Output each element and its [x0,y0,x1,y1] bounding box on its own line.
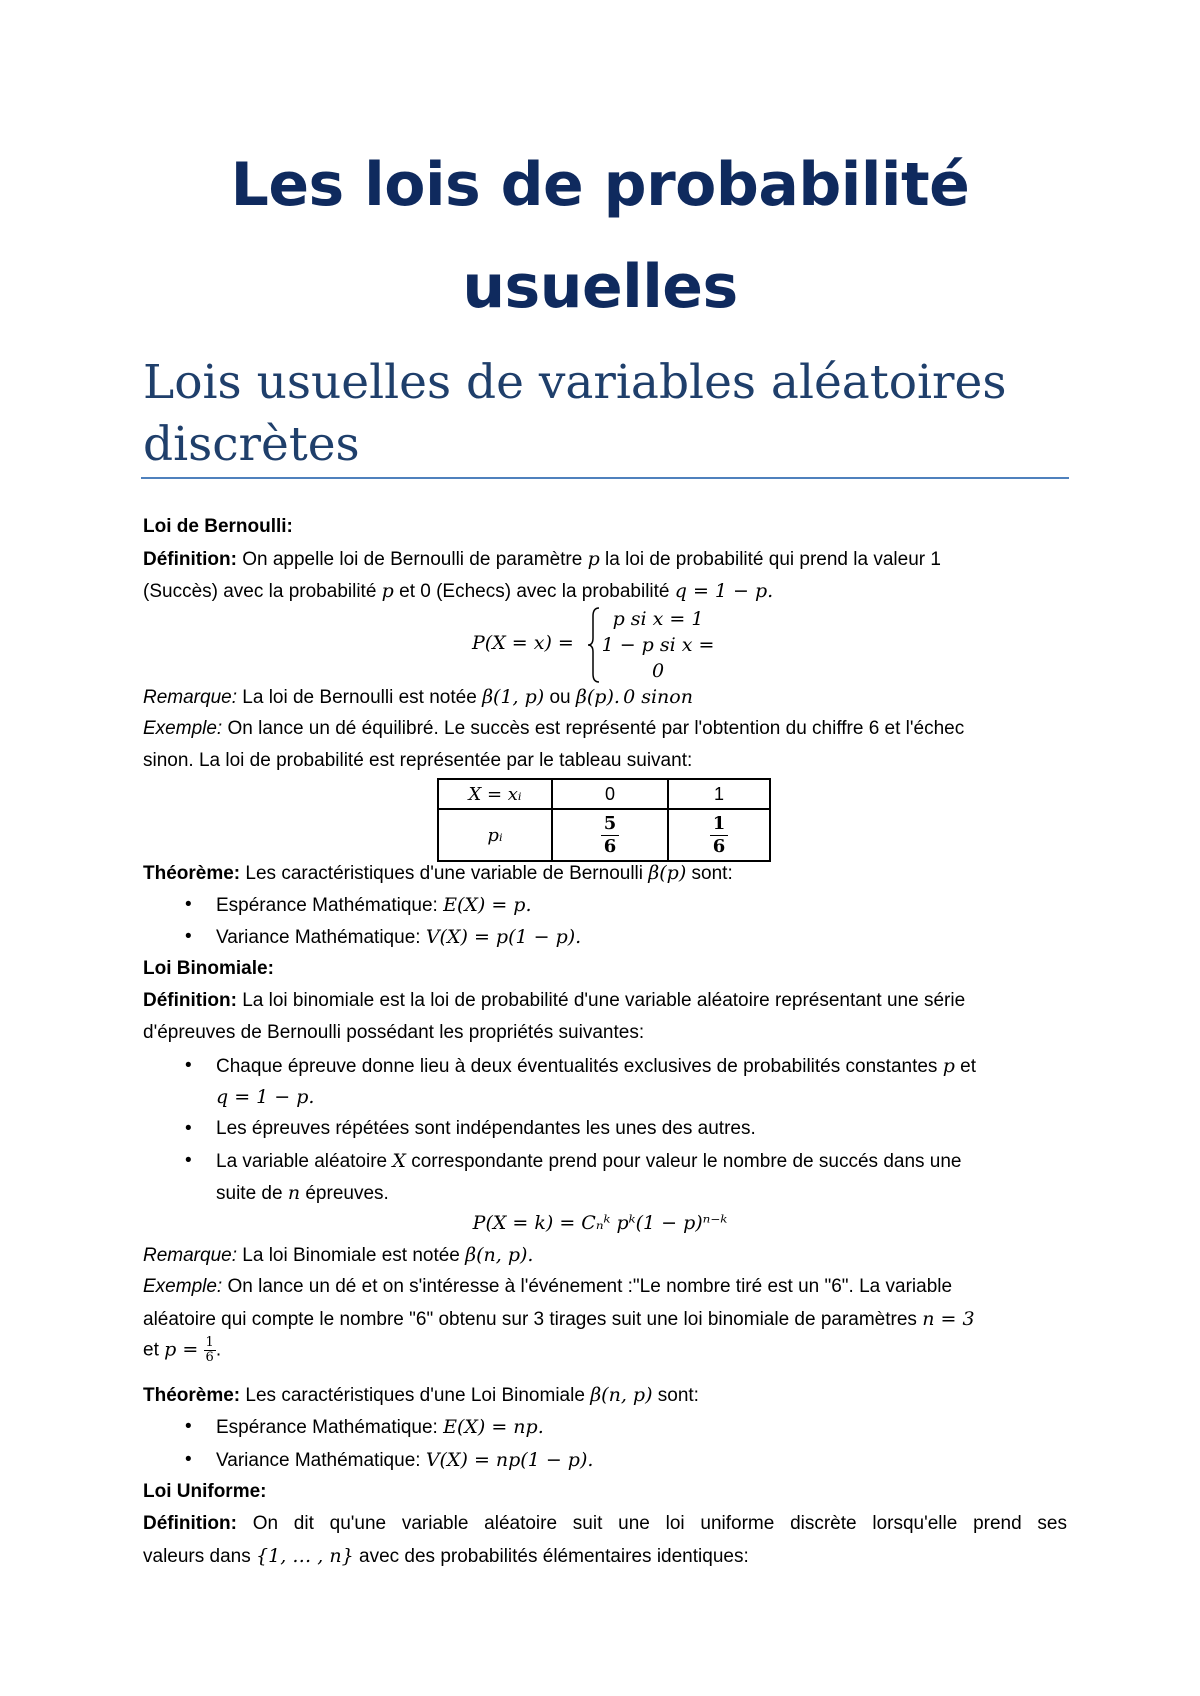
theorem-label: Théorème: [143,1385,241,1406]
definition-text: la loi de probabilité qui prend la valeur 1 [599,549,941,570]
fraction-numerator: 5 [601,813,620,836]
example-text: aléatoire qui compte le nombre "6" obtenu sur 3 tirages suit une loi binomiale de paramètres [143,1309,923,1330]
fraction-denominator: 6 [205,1350,214,1365]
list-text: suite de [216,1183,288,1204]
list-text: épreuves. [300,1183,389,1204]
section-heading [143,352,1073,476]
table-header-x: X = xᵢ [438,779,552,809]
section-heading-line1: Lois usuelles de variables aléatoires [143,355,1007,410]
binomiale-property-3-line1 [216,1150,962,1173]
list-text: et [954,1056,977,1077]
fraction [204,1336,216,1365]
definition-text: avec des probabilités élémentaires identiques: [353,1546,749,1567]
theorem-text: Les caractéristiques d'une Loi Binomiale [240,1385,591,1406]
binomiale-example-line2 [143,1308,975,1331]
list-text: Variance Mathématique: [216,927,426,948]
math-beta-np: β(n, p). [465,1244,534,1266]
math-expectation: E(X) = p. [443,894,532,916]
bullet-icon: • [185,1055,192,1076]
math-p-equals: p = [164,1338,199,1361]
uniforme-definition-line1 [143,1513,1067,1535]
math-beta-p: β(p). [575,686,620,708]
table-header-p: pᵢ [438,809,552,861]
document-title-line1: Les lois de probabilité [230,150,970,220]
bullet-icon: • [185,1118,192,1139]
math-beta-p: β(p) [648,862,687,884]
bullet-icon: • [185,1449,192,1470]
remark-text: La loi de Bernoulli est notée [237,687,483,708]
math-n: n [287,1182,301,1204]
theorem-text: sont: [686,863,733,884]
bernoulli-heading: Loi de Bernoulli: [143,516,293,537]
definition-text: valeurs dans [143,1546,257,1567]
binomiale-property-2: Les épreuves répétées sont indépendantes les unes des autres. [216,1118,756,1139]
bernoulli-example-line2: sinon. La loi de probabilité est représentée par le tableau suivant: [143,750,693,771]
bernoulli-esperance [216,894,532,917]
bernoulli-definition-line1 [143,548,941,571]
definition-label: Définition: [143,1513,237,1534]
remark-text: La loi Binomiale est notée [237,1245,466,1266]
math-variance: V(X) = np(1 − p). [425,1449,594,1471]
fraction [710,813,729,858]
definition-text: On dit qu'une variable aléatoire suit une loi uniforme discrète lorsqu'elle prend ses [236,1513,1067,1534]
heading-underline [141,477,1069,479]
binomiale-esperance [216,1416,544,1439]
theorem-label: Théorème: [143,863,241,884]
bullet-icon: • [185,1150,192,1171]
definition-text: et 0 (Echecs) avec la probabilité [393,581,675,602]
case-2: 1 − p si x = 0 [601,634,715,682]
table-row [438,779,770,809]
binomiale-example-line3: et p = $\frac{1}{6}$ . [143,1335,222,1365]
math-p: p [587,548,600,570]
math-beta-1p: β(1, p) [482,686,545,708]
definition-label: Définition: [143,549,237,570]
case-1: p si x = 1 [612,608,704,630]
fraction-numerator: 1 [205,1335,214,1350]
bullet-icon: • [185,894,192,915]
theorem-text: Les caractéristiques d'une variable de Bernoulli [240,863,649,884]
remark-label: Remarque: [143,687,237,708]
binomiale-theorem [143,1384,699,1407]
fraction-denominator: 6 [603,835,617,857]
table-cell [668,809,770,861]
bernoulli-definition-line2 [143,580,773,603]
table-cell: 1 [668,779,770,809]
list-text: Variance Mathématique: [216,1450,426,1471]
remark-text: ou [544,687,576,708]
bernoulli-theorem [143,862,733,885]
math-set: {1, … , n} [256,1545,354,1567]
list-text: Chaque épreuve donne lieu à deux éventualités exclusives de probabilités constantes [216,1056,943,1077]
binomiale-property-1-line1 [216,1055,976,1078]
fraction [601,813,620,858]
bernoulli-formula-lhs: P(X = x) = [472,632,574,654]
math-variance: V(X) = p(1 − p). [425,926,582,948]
binomiale-example-line1 [143,1276,952,1298]
uniforme-heading: Loi Uniforme: [143,1481,267,1502]
table-row [438,809,770,861]
binomiale-definition-line1 [143,990,965,1012]
example-text: et [143,1339,165,1361]
section-heading-line2: discrètes [143,417,360,472]
math-expectation: E(X) = np. [443,1416,544,1438]
bullet-icon: • [185,926,192,947]
theorem-text: sont: [652,1385,699,1406]
list-text: correspondante prend pour valeur le nombre de succés dans une [405,1151,962,1172]
fraction-denominator: 6 [712,835,726,857]
definition-text: La loi binomiale est la loi de probabilité d'une variable aléatoire représentant une série [236,990,966,1011]
example-text: On lance un dé équilibré. Le succès est représenté par l'obtention du chiffre 6 et l'échec [222,718,965,739]
probability-table [437,778,771,862]
binomiale-variance [216,1449,593,1472]
example-label: Exemple: [143,1276,223,1297]
bernoulli-remark [143,686,620,709]
remark-label: Remarque: [143,1245,237,1266]
list-text: La variable aléatoire [216,1151,393,1172]
math-p: p [942,1055,955,1077]
math-beta-np: β(n, p) [590,1384,653,1406]
definition-label: Définition: [143,990,237,1011]
list-text: Espérance Mathématique: [216,1417,444,1438]
bernoulli-example-line1 [143,718,964,740]
bullet-icon: • [185,1416,192,1437]
definition-text: On appelle loi de Bernoulli de paramètre [236,549,588,570]
uniforme-definition-line2 [143,1545,749,1568]
binomiale-remark [143,1244,533,1267]
bernoulli-variance [216,926,581,949]
case-3: 0 sinon [623,686,693,708]
math-X: X [392,1150,406,1172]
binomiale-heading: Loi Binomiale: [143,958,274,979]
list-text: Espérance Mathématique: [216,895,444,916]
example-text: On lance un dé et on s'intéresse à l'événement :"Le nombre tiré est un "6". La variable [222,1276,953,1297]
binomiale-formula: P(X = k) = Cₙᵏ pᵏ(1 − p)ⁿ⁻ᵏ [472,1212,728,1234]
fraction-numerator: 1 [710,813,729,836]
definition-text: (Succès) avec la probabilité [143,581,382,602]
example-label: Exemple: [143,718,223,739]
math-p: p [381,580,394,602]
binomiale-property-3-line2 [216,1182,389,1205]
table-cell: 0 [552,779,668,809]
table-cell [552,809,668,861]
math-n-equals-3: n = 3 [922,1308,975,1330]
binomiale-property-1-line2: q = 1 − p. [216,1086,315,1108]
document-title-line2: usuelles [462,252,738,322]
binomiale-definition-line2: d'épreuves de Bernoulli possédant les propriétés suivantes: [143,1022,645,1043]
math-q-equation: q = 1 − p. [674,580,774,602]
